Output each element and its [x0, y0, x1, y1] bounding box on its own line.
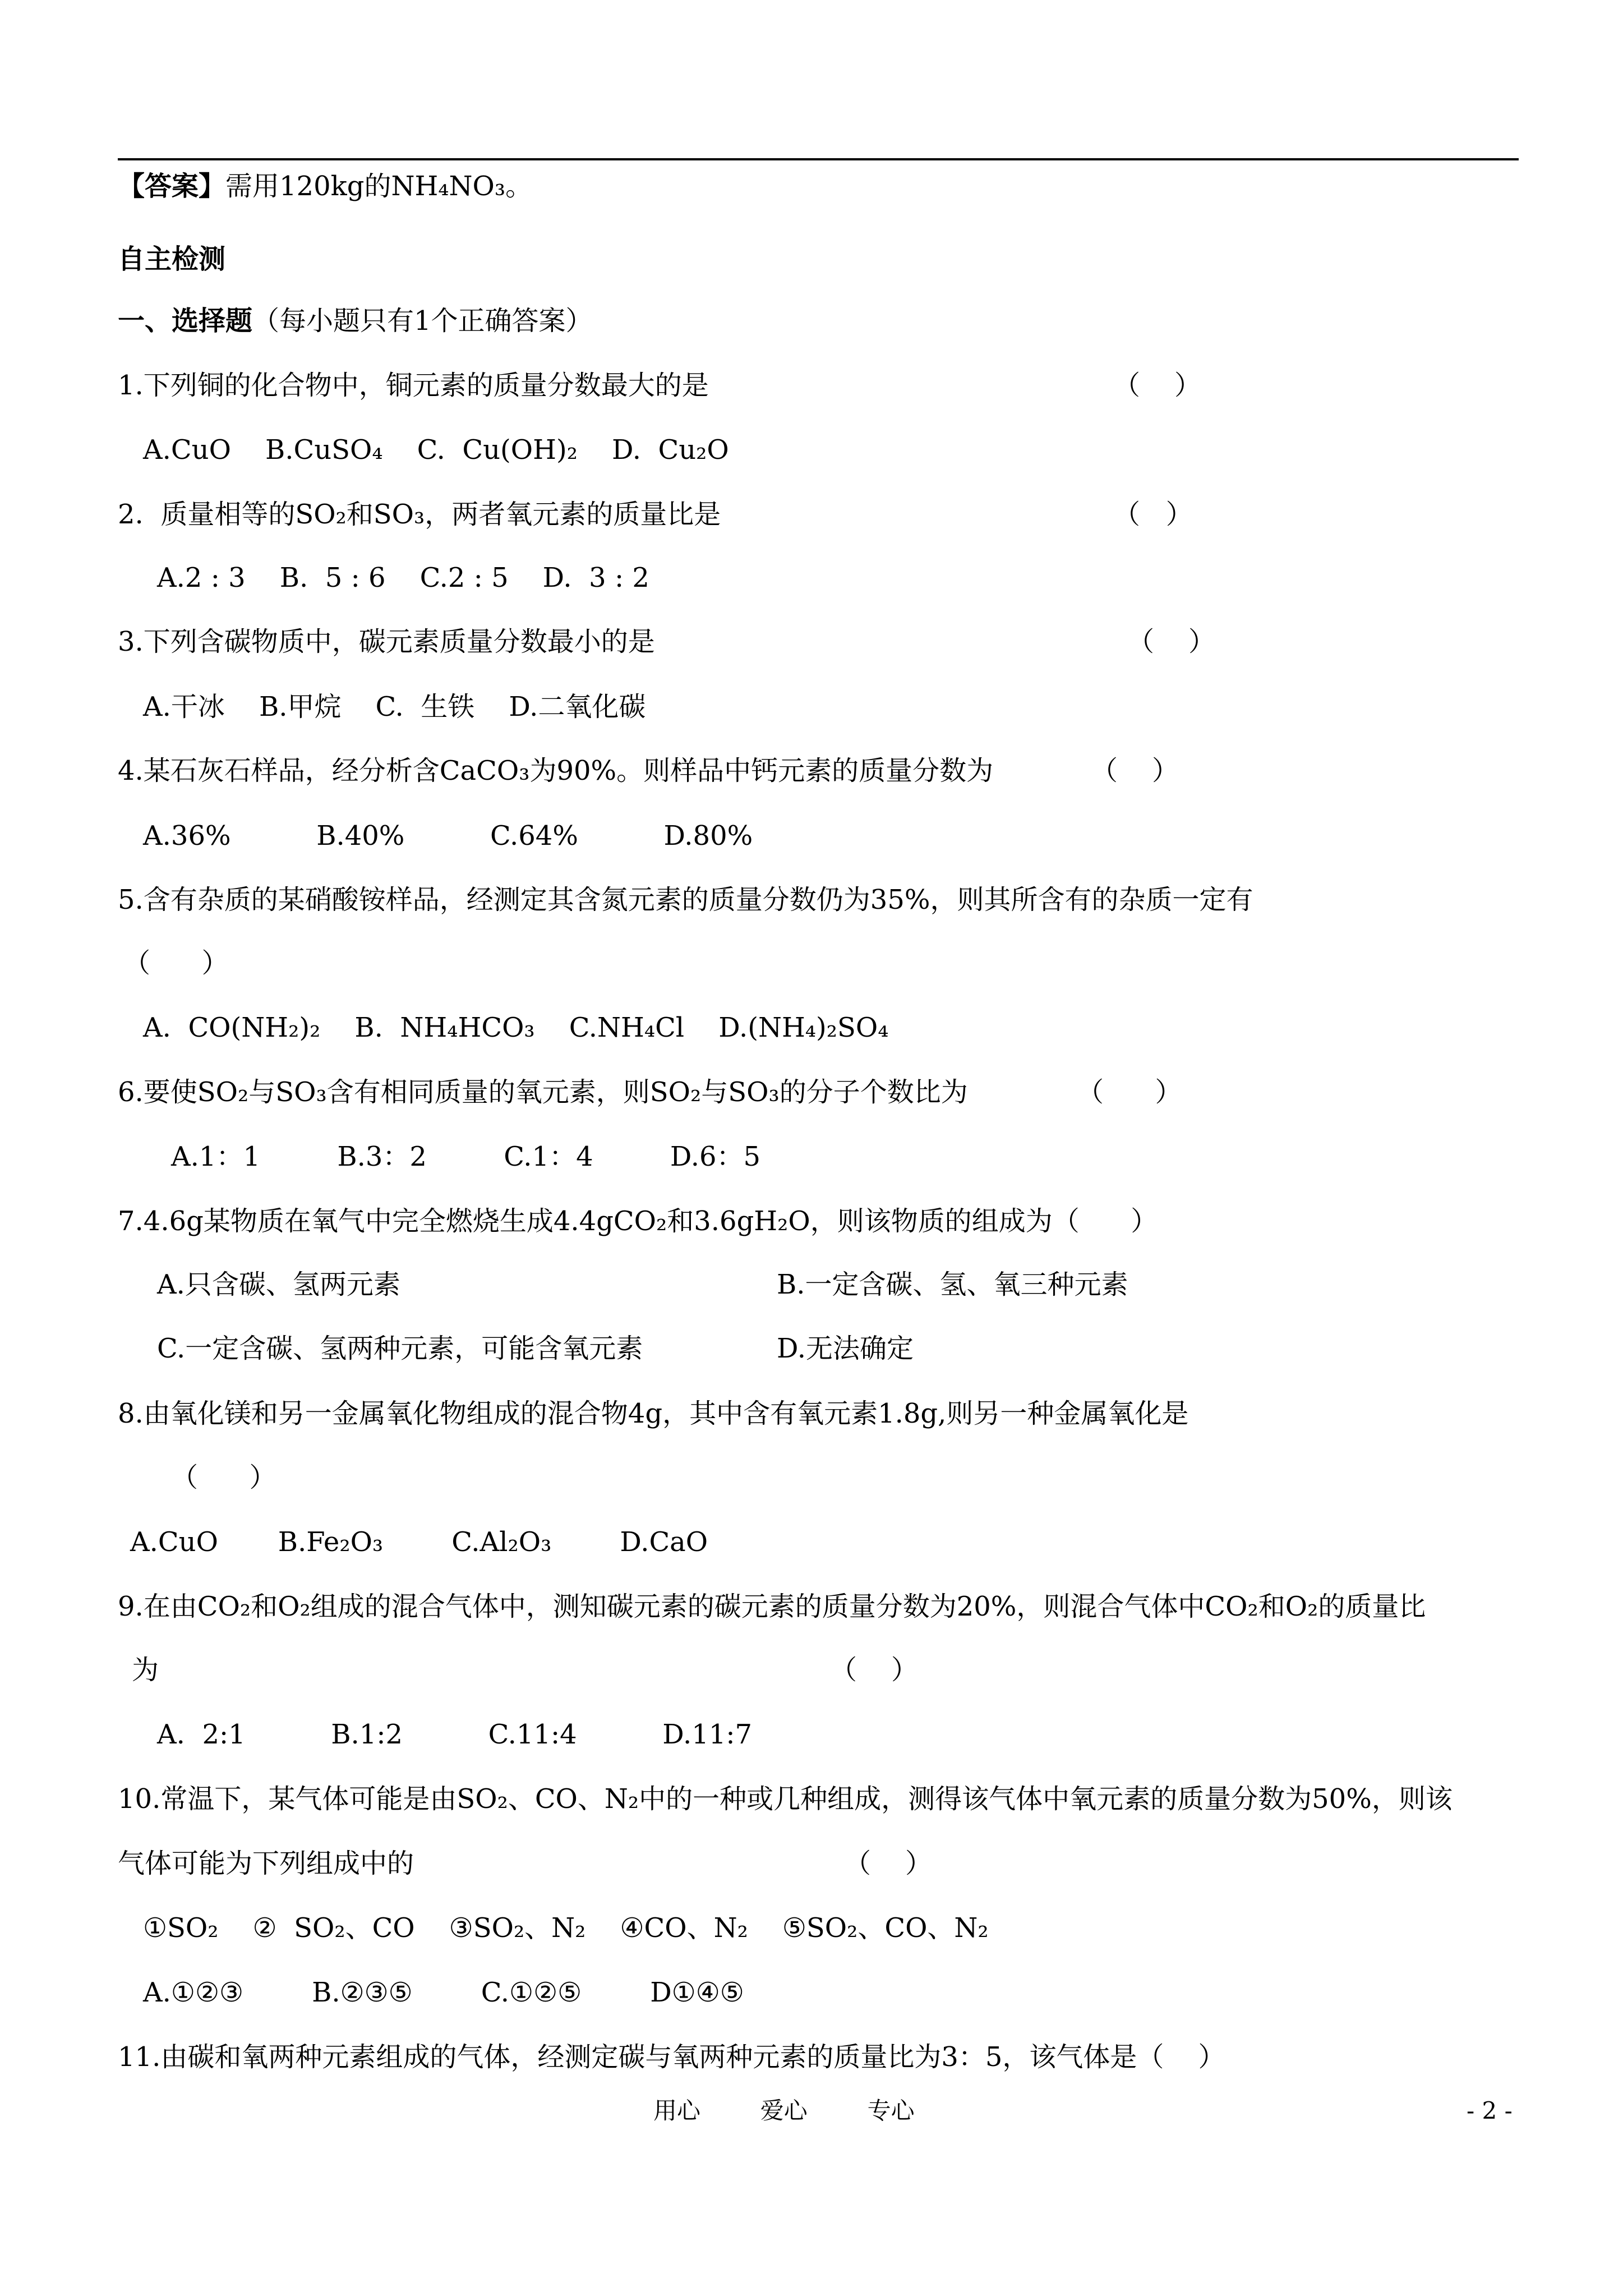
question-3-blank: （ ） — [1127, 626, 1216, 657]
question-8-options: A.CuO B.Fe₂O₃ C.Al₂O₃ D.CaO — [130, 1526, 708, 1558]
question-10-blank: （ ） — [844, 1848, 933, 1879]
question-4-stem: 4.某石灰石样品，经分析含CaCO₃为90%。则样品中钙元素的质量分数为 — [118, 755, 994, 786]
question-2-options: A.2 : 3 B. 5 : 6 C.2 : 5 D. 3 : 2 — [157, 562, 649, 593]
question-2-blank: （ ） — [1113, 499, 1193, 530]
question-10-options: A.①②③ B.②③⑤ C.①②⑤ D①④⑤ — [143, 1977, 744, 2008]
question-4-blank: （ ） — [1091, 755, 1179, 786]
question-10-stem: 10.常温下，某气体可能是由SO₂、CO、N₂中的一种或几种组成，测得该气体中氧元素的质量分数为50%，则该 — [118, 1783, 1453, 1815]
question-9-options: A. 2:1 B.1:2 C.11:4 D.11:7 — [157, 1719, 753, 1750]
question-11-stem: 11.由碳和氧两种元素组成的气体，经测定碳与氧两种元素的质量比为3：5，该气体是（ ） — [118, 2041, 1225, 2073]
question-1-stem: 1.下列铜的化合物中，铜元素的质量分数最大的是 — [118, 370, 709, 401]
question-9-stem-continued: 为 — [132, 1654, 159, 1686]
question-5-stem: 5.含有杂质的某硝酸铵样品，经测定其含氮元素的质量分数仍为35%，则其所含有的杂质一定有 — [118, 884, 1253, 915]
question-7-option-c: C.一定含碳、氢两种元素，可能含氧元素 — [157, 1333, 643, 1364]
question-6-blank: （ ） — [1077, 1076, 1182, 1108]
question-1-blank: （ ） — [1113, 370, 1202, 401]
answer-text: 需用120kg的NH₄NO₃。 — [225, 171, 533, 202]
page-number: - 2 - — [1467, 2097, 1513, 2124]
question-6-stem: 6.要使SO₂与SO₃含有相同质量的氧元素，则SO₂与SO₃的分子个数比为 — [118, 1076, 968, 1108]
question-3-stem: 3.下列含碳物质中，碳元素质量分数最小的是 — [118, 626, 655, 657]
question-7-option-b: B.一定含碳、氢、氧三种元素 — [777, 1269, 1128, 1300]
question-3-options: A.干冰 B.甲烷 C. 生铁 D.二氧化碳 — [143, 691, 646, 723]
section-title: 自主检测 — [118, 243, 226, 275]
question-6-options: A.1：1 B.3：2 C.1：4 D.6：5 — [171, 1141, 761, 1172]
part-title: 一、选择题 — [118, 305, 253, 337]
question-10-stem-continued: 气体可能为下列组成中的 — [118, 1848, 414, 1879]
question-5-blank: （ ） — [123, 947, 229, 979]
header-rule — [118, 158, 1519, 160]
question-2-stem: 2. 质量相等的SO₂和SO₃，两者氧元素的质量比是 — [118, 499, 721, 530]
part-note: （每小题只有1个正确答案） — [252, 305, 593, 337]
answer-line — [118, 168, 532, 204]
footer-motto: 用心 爱心 专心 — [653, 2097, 915, 2124]
question-10-combinations: ①SO₂ ② SO₂、CO ③SO₂、N₂ ④CO、N₂ ⑤SO₂、CO、N₂ — [143, 1912, 989, 1944]
part-heading — [118, 303, 593, 339]
question-7-option-a: A.只含碳、氢两元素 — [157, 1269, 400, 1300]
question-1-options: A.CuO B.CuSO₄ C. Cu(OH)₂ D. Cu₂O — [143, 434, 729, 466]
question-9-stem: 9.在由CO₂和O₂组成的混合气体中，测知碳元素的碳元素的质量分数为20%，则混合气体中CO₂和O₂的质量比 — [118, 1591, 1426, 1622]
question-4-options: A.36% B.40% C.64% D.80% — [143, 820, 753, 852]
question-7-option-d: D.无法确定 — [777, 1333, 914, 1364]
answer-label: 【答案】 — [118, 171, 226, 202]
question-8-blank: （ ） — [171, 1462, 276, 1493]
question-7-stem: 7.4.6g某物质在氧气中完全燃烧生成4.4gCO₂和3.6gH₂O，则该物质的组成为（ ） — [118, 1205, 1158, 1237]
question-5-options: A. CO(NH₂)₂ B. NH₄HCO₃ C.NH₄Cl D.(NH₄)₂SO₄ — [143, 1012, 889, 1043]
question-8-stem: 8.由氧化镁和另一金属氧化物组成的混合物4g，其中含有氧元素1.8g,则另一种金属氧化是 — [118, 1398, 1189, 1429]
question-9-blank: （ ） — [830, 1654, 919, 1686]
